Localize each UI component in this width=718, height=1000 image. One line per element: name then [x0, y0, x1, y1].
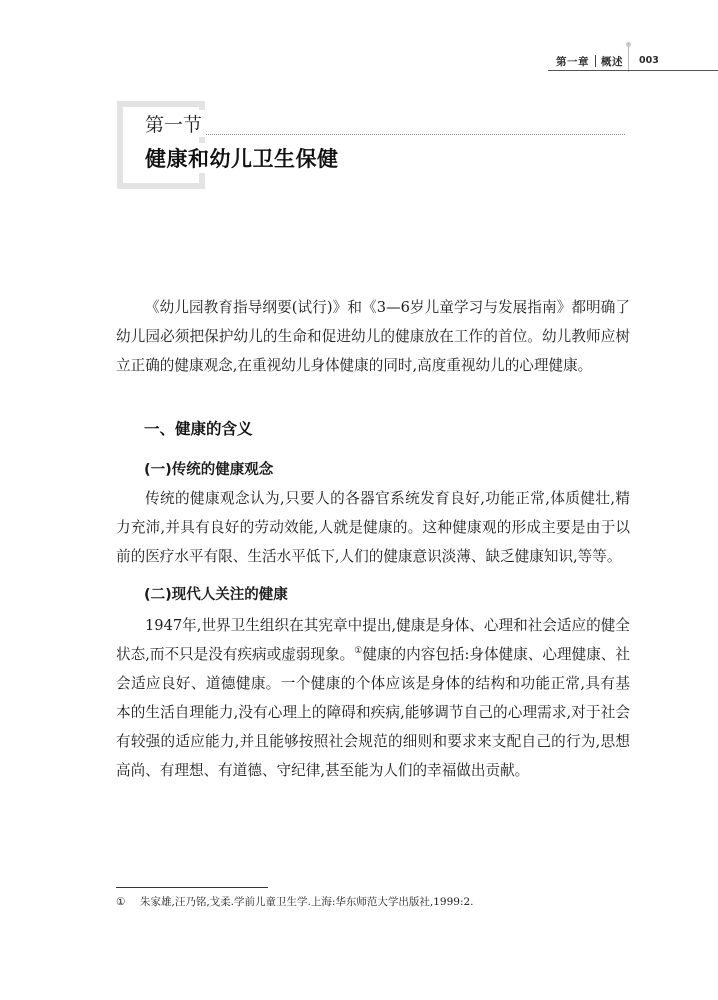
paragraph-modern-view-part2: 健康的内容包括:身体健康、心理健康、社会适应良好、道德健康。一个健康的个体应该是身体的结构和功能正常,具有基本的生活自理能力,没有心理上的障碍和疾病,能够调节自己的心理需求,对于社会有较强的适应能力,并且能够按照社会规范的细则和要求来支配自己的行为,思想高尚、有理想、有道德、守纪律,甚至能为人们的幸福做出贡献。 [116, 646, 631, 779]
header-gutter-line [628, 46, 629, 72]
chapter-number: 第一章 [556, 56, 589, 68]
chapter-title: 概述 [601, 56, 623, 68]
paragraph-modern-view [116, 611, 630, 785]
footnote-rule [116, 887, 268, 888]
paragraph-traditional-view: 传统的健康观念认为,只要人的各器官系统发育良好,功能正常,体质健壮,精力充沛,并具有良好的劳动效能,人就是健康的。这种健康观的形成主要是由于以前的医疗水平有限、生活水平低下,人们的健康意识淡薄、缺乏健康知识,等等。 [116, 490, 630, 565]
footnote-marker: ① [116, 896, 126, 908]
footnote-reference-marker[interactable]: ① [354, 646, 363, 657]
section-dotted-rule [145, 134, 625, 135]
running-header [548, 54, 718, 72]
page-number: 003 [639, 55, 659, 66]
paragraph-modern-view-part1: 1947年,世界卫生组织在其宪章中提出,健康是身体、心理和社会适应的健全状态,而不只是没有疾病或虚弱现象。 [116, 617, 630, 663]
subheading-modern-view: (二)现代人关注的健康 [144, 587, 288, 603]
heading-health-meaning: 一、健康的含义 [144, 420, 253, 438]
section-label: 第一节 [145, 110, 206, 137]
footnote [116, 894, 636, 909]
section-title: 健康和幼儿卫生保健 [145, 143, 345, 173]
header-rule [548, 70, 718, 71]
subheading-traditional-view: (一)传统的健康观念 [144, 462, 274, 478]
header-separator [595, 55, 596, 67]
footnote-text: 朱家雄,汪乃铭,戈柔.学前儿童卫生学.上海:华东师范大学出版社,1999:2. [140, 896, 474, 908]
intro-paragraph: 《幼儿园教育指导纲要(试行)》和《3—6岁儿童学习与发展指南》都明确了幼儿园必须把保护幼儿的生命和促进幼儿的健康放在工作的首位。幼儿教师应树立正确的健康观念,在重视幼儿身体健康的同时,高度重视幼儿的心理健康。 [116, 299, 630, 374]
